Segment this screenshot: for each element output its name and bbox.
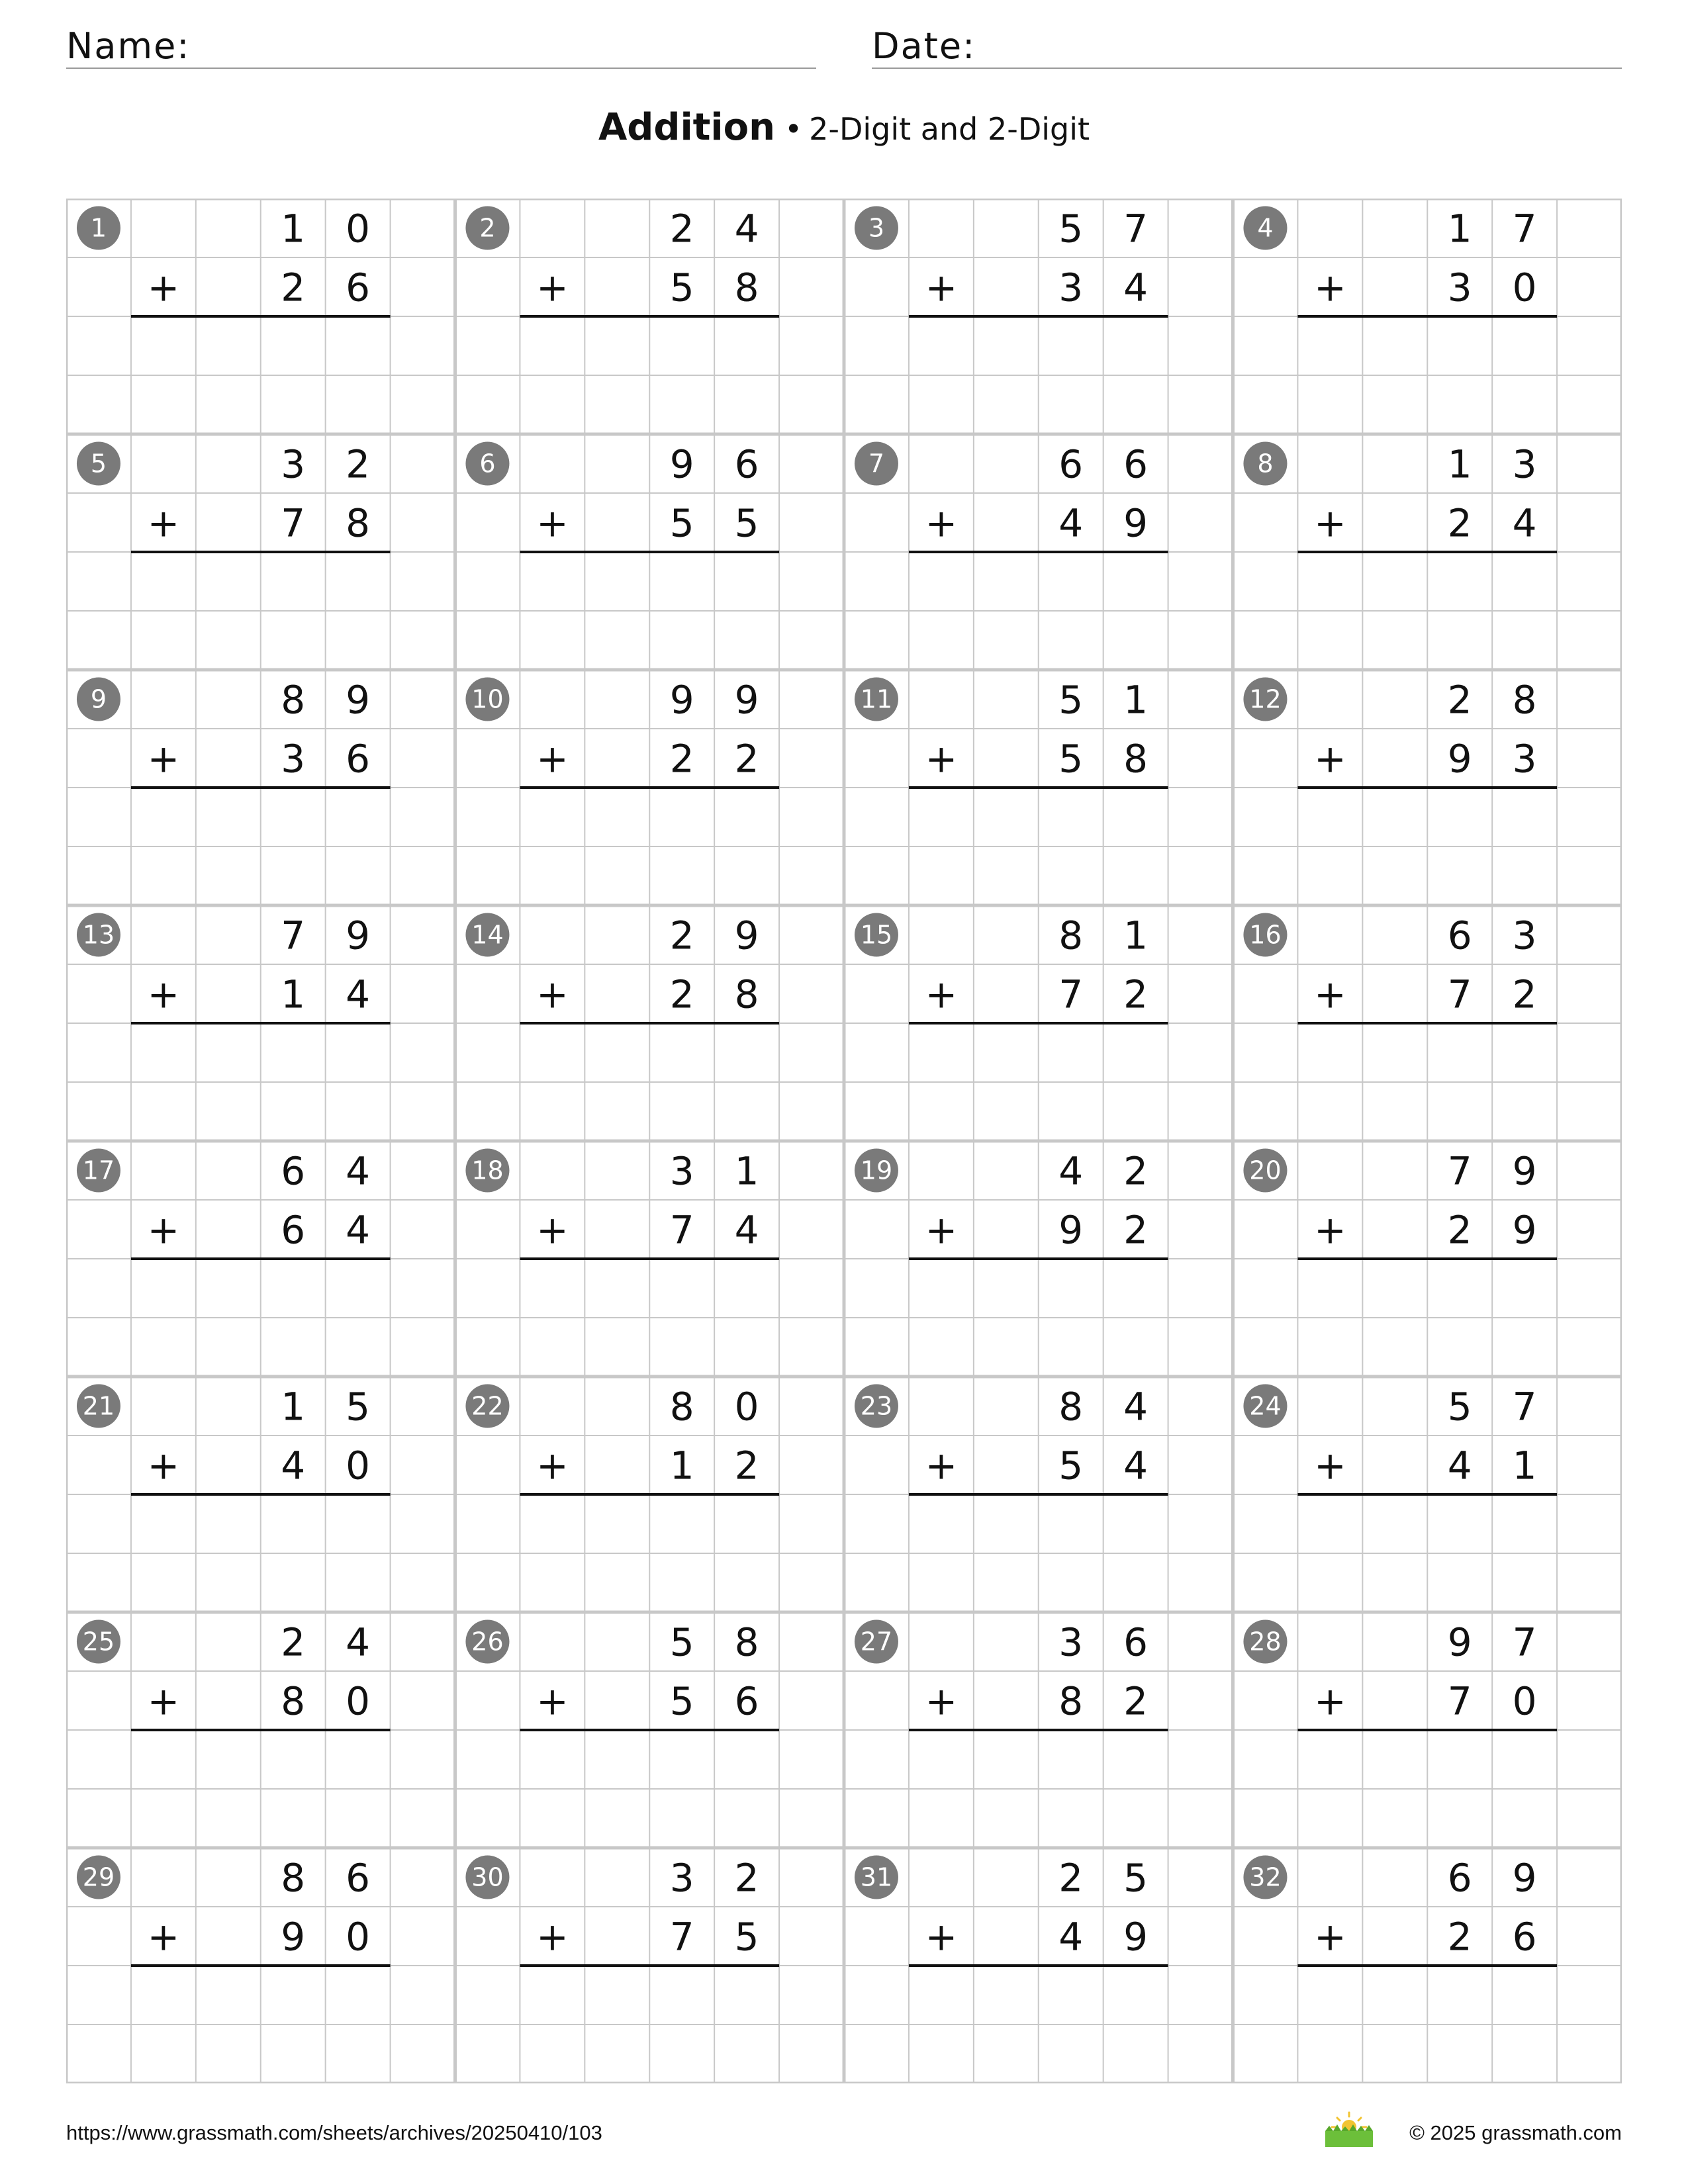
plus-sign: + [536, 1678, 569, 1724]
problem-number: 9 [90, 684, 107, 714]
addend-top-digit: 3 [1058, 1619, 1084, 1665]
addend-bottom-digit: 2 [669, 736, 694, 782]
addend-bottom-digit: 2 [1123, 1207, 1149, 1253]
name-label: Name: [66, 25, 191, 67]
problem-number: 11 [860, 684, 893, 714]
plus-sign: + [536, 1914, 569, 1960]
addend-top-digit: 3 [669, 1855, 694, 1901]
addend-top-digit: 5 [1123, 1855, 1149, 1901]
addend-top-digit: 6 [1123, 1619, 1149, 1665]
addend-top-digit: 6 [281, 1148, 306, 1194]
addend-bottom-digit: 0 [346, 1914, 371, 1960]
plus-sign: + [147, 972, 180, 1017]
problem-number: 6 [479, 449, 496, 478]
addend-top-digit: 3 [669, 1148, 694, 1194]
addend-bottom-digit: 6 [1512, 1914, 1537, 1960]
addend-bottom-digit: 5 [669, 265, 694, 310]
addend-top-digit: 1 [734, 1148, 759, 1194]
addend-top-digit: 4 [1123, 1384, 1149, 1430]
addend-bottom-digit: 5 [669, 500, 694, 546]
plus-sign: + [925, 500, 958, 546]
problem-grid-svg [66, 199, 1622, 2083]
addend-top-digit: 3 [1512, 913, 1537, 958]
addend-bottom-digit: 9 [1447, 736, 1472, 782]
plus-sign: + [147, 500, 180, 546]
addend-bottom-digit: 2 [1123, 1678, 1149, 1724]
addend-bottom-digit: 4 [346, 972, 371, 1017]
problem-number: 21 [82, 1391, 115, 1421]
addend-top-digit: 2 [1447, 677, 1472, 723]
footer-url: https://www.grassmath.com/sheets/archives/20250410/103 [66, 2121, 602, 2144]
addend-top-digit: 8 [1058, 913, 1084, 958]
problem-number: 28 [1249, 1627, 1282, 1657]
addend-bottom-digit: 8 [1123, 736, 1149, 782]
title-bullet: • [784, 111, 803, 147]
problem-number: 10 [471, 684, 504, 714]
addend-top-digit: 2 [281, 1619, 306, 1665]
addend-bottom-digit: 8 [1058, 1678, 1084, 1724]
worksheet-title [0, 106, 1688, 149]
addend-top-digit: 9 [346, 677, 371, 723]
problem-number: 5 [90, 449, 107, 478]
addend-top-digit: 1 [1123, 913, 1149, 958]
addend-bottom-digit: 4 [281, 1443, 306, 1488]
name-field[interactable] [66, 20, 816, 69]
addend-bottom-digit: 0 [1512, 265, 1537, 310]
addend-bottom-digit: 2 [669, 972, 694, 1017]
addend-bottom-digit: 8 [346, 500, 371, 546]
addend-top-digit: 1 [1123, 677, 1149, 723]
addend-top-digit: 2 [734, 1855, 759, 1901]
date-field[interactable] [872, 20, 1622, 69]
problem-number: 24 [1249, 1391, 1282, 1421]
plus-sign: + [536, 972, 569, 1017]
problem-number: 13 [82, 920, 115, 950]
addend-bottom-digit: 1 [1512, 1443, 1537, 1488]
addend-bottom-digit: 7 [1447, 972, 1472, 1017]
plus-sign: + [536, 265, 569, 310]
addend-top-digit: 2 [1058, 1855, 1084, 1901]
plus-sign: + [147, 1914, 180, 1960]
problem-number: 20 [1249, 1156, 1282, 1185]
problem-number: 22 [471, 1391, 504, 1421]
addend-bottom-digit: 0 [1512, 1678, 1537, 1724]
plus-sign: + [1314, 972, 1346, 1017]
addend-top-digit: 7 [1447, 1148, 1472, 1194]
plus-sign: + [1314, 1678, 1346, 1724]
plus-sign: + [1314, 736, 1346, 782]
addend-bottom-digit: 5 [1058, 736, 1084, 782]
addend-top-digit: 7 [1512, 1384, 1537, 1430]
addend-top-digit: 7 [1512, 206, 1537, 251]
problem-number: 26 [471, 1627, 504, 1657]
addend-bottom-digit: 9 [1123, 1914, 1149, 1960]
addend-top-digit: 1 [281, 206, 306, 251]
addend-bottom-digit: 2 [1447, 500, 1472, 546]
addend-bottom-digit: 3 [1512, 736, 1537, 782]
addend-bottom-digit: 9 [1512, 1207, 1537, 1253]
addend-bottom-digit: 5 [734, 1914, 759, 1960]
problem-number: 7 [868, 449, 885, 478]
problem-number: 32 [1249, 1862, 1282, 1892]
addend-bottom-digit: 0 [346, 1443, 371, 1488]
addend-bottom-digit: 3 [281, 736, 306, 782]
plus-sign: + [1314, 500, 1346, 546]
addend-bottom-digit: 6 [734, 1678, 759, 1724]
problem-number: 29 [82, 1862, 115, 1892]
addend-bottom-digit: 4 [1123, 1443, 1149, 1488]
addend-top-digit: 0 [346, 206, 371, 251]
problem-number: 30 [471, 1862, 504, 1892]
addend-bottom-digit: 2 [734, 736, 759, 782]
addend-bottom-digit: 7 [669, 1207, 694, 1253]
problem-number: 8 [1257, 449, 1274, 478]
plus-sign: + [536, 1443, 569, 1488]
problem-grid [66, 199, 1622, 2083]
addend-top-digit: 8 [1058, 1384, 1084, 1430]
addend-top-digit: 2 [346, 441, 371, 487]
addend-bottom-digit: 4 [1058, 500, 1084, 546]
addend-top-digit: 4 [346, 1619, 371, 1665]
plus-sign: + [925, 1207, 958, 1253]
addend-top-digit: 8 [281, 1855, 306, 1901]
problem-number: 14 [471, 920, 504, 950]
addend-top-digit: 1 [1447, 206, 1472, 251]
plus-sign: + [925, 736, 958, 782]
grass-sun-logo-icon [1324, 2110, 1374, 2148]
addend-bottom-digit: 4 [734, 1207, 759, 1253]
problem-number: 23 [860, 1391, 893, 1421]
addend-bottom-digit: 2 [281, 265, 306, 310]
addend-bottom-digit: 5 [1058, 1443, 1084, 1488]
addend-top-digit: 9 [1447, 1619, 1472, 1665]
addend-top-digit: 6 [346, 1855, 371, 1901]
addend-top-digit: 3 [1512, 441, 1537, 487]
addend-bottom-digit: 6 [346, 736, 371, 782]
problem-number: 25 [82, 1627, 115, 1657]
addend-top-digit: 7 [1123, 206, 1149, 251]
addend-bottom-digit: 8 [734, 265, 759, 310]
problem-number: 15 [860, 920, 893, 950]
problem-number: 18 [471, 1156, 504, 1185]
addend-top-digit: 6 [1058, 441, 1084, 487]
addend-bottom-digit: 3 [1058, 265, 1084, 310]
addend-top-digit: 2 [669, 913, 694, 958]
addend-top-digit: 1 [1447, 441, 1472, 487]
addend-top-digit: 7 [281, 913, 306, 958]
problem-number: 19 [860, 1156, 893, 1185]
addend-bottom-digit: 4 [1123, 265, 1149, 310]
plus-sign: + [1314, 1443, 1346, 1488]
addend-bottom-digit: 0 [346, 1678, 371, 1724]
addend-bottom-digit: 4 [1058, 1914, 1084, 1960]
plus-sign: + [147, 1678, 180, 1724]
addend-top-digit: 8 [1512, 677, 1537, 723]
addend-top-digit: 4 [1058, 1148, 1084, 1194]
addend-bottom-digit: 7 [1447, 1678, 1472, 1724]
addend-top-digit: 5 [669, 1619, 694, 1665]
plus-sign: + [147, 1443, 180, 1488]
addend-bottom-digit: 7 [1058, 972, 1084, 1017]
addend-top-digit: 9 [669, 441, 694, 487]
plus-sign: + [925, 1678, 958, 1724]
addend-top-digit: 7 [1512, 1619, 1537, 1665]
addend-bottom-digit: 7 [281, 500, 306, 546]
addend-bottom-digit: 9 [1123, 500, 1149, 546]
plus-sign: + [1314, 1914, 1346, 1960]
addend-top-digit: 5 [346, 1384, 371, 1430]
addend-top-digit: 2 [1123, 1148, 1149, 1194]
plus-sign: + [1314, 1207, 1346, 1253]
problem-number: 31 [860, 1862, 893, 1892]
addend-top-digit: 8 [281, 677, 306, 723]
plus-sign: + [925, 1443, 958, 1488]
addend-bottom-digit: 4 [1512, 500, 1537, 546]
addend-top-digit: 6 [734, 441, 759, 487]
problem-number: 3 [868, 213, 885, 243]
addend-top-digit: 9 [734, 677, 759, 723]
addend-bottom-digit: 7 [669, 1914, 694, 1960]
addend-bottom-digit: 6 [281, 1207, 306, 1253]
addend-bottom-digit: 1 [669, 1443, 694, 1488]
addend-bottom-digit: 3 [1447, 265, 1472, 310]
addend-top-digit: 9 [669, 677, 694, 723]
plus-sign: + [147, 265, 180, 310]
plus-sign: + [925, 1914, 958, 1960]
addend-bottom-digit: 8 [281, 1678, 306, 1724]
problem-number: 17 [82, 1156, 115, 1185]
addend-bottom-digit: 5 [734, 500, 759, 546]
addend-top-digit: 9 [734, 913, 759, 958]
problem-number: 12 [1249, 684, 1282, 714]
title-subtitle: 2-Digit and 2-Digit [809, 111, 1090, 147]
plus-sign: + [1314, 265, 1346, 310]
addend-bottom-digit: 2 [1512, 972, 1537, 1017]
addend-top-digit: 9 [1512, 1855, 1537, 1901]
addend-top-digit: 4 [734, 206, 759, 251]
addend-bottom-digit: 2 [1447, 1914, 1472, 1960]
plus-sign: + [925, 265, 958, 310]
problem-number: 1 [90, 213, 107, 243]
title-main: Addition [598, 106, 775, 149]
plus-sign: + [536, 500, 569, 546]
addend-top-digit: 2 [669, 206, 694, 251]
addend-top-digit: 0 [734, 1384, 759, 1430]
addend-bottom-digit: 6 [346, 265, 371, 310]
addend-bottom-digit: 2 [1447, 1207, 1472, 1253]
addend-bottom-digit: 8 [734, 972, 759, 1017]
plus-sign: + [536, 1207, 569, 1253]
footer-copyright: © 2025 grassmath.com [1409, 2121, 1622, 2144]
plus-sign: + [925, 972, 958, 1017]
problem-number: 27 [860, 1627, 893, 1657]
addend-top-digit: 9 [346, 913, 371, 958]
addend-top-digit: 8 [734, 1619, 759, 1665]
addend-top-digit: 4 [346, 1148, 371, 1194]
plus-sign: + [147, 1207, 180, 1253]
problem-number: 16 [1249, 920, 1282, 950]
problem-number: 2 [479, 213, 496, 243]
addend-bottom-digit: 2 [1123, 972, 1149, 1017]
addend-bottom-digit: 4 [346, 1207, 371, 1253]
addend-top-digit: 3 [281, 441, 306, 487]
addend-bottom-digit: 4 [1447, 1443, 1472, 1488]
addend-bottom-digit: 2 [734, 1443, 759, 1488]
addend-top-digit: 1 [281, 1384, 306, 1430]
addend-top-digit: 5 [1447, 1384, 1472, 1430]
addend-top-digit: 5 [1058, 677, 1084, 723]
addend-bottom-digit: 5 [669, 1678, 694, 1724]
addend-top-digit: 5 [1058, 206, 1084, 251]
plus-sign: + [147, 736, 180, 782]
addend-top-digit: 6 [1447, 913, 1472, 958]
addend-bottom-digit: 1 [281, 972, 306, 1017]
addend-bottom-digit: 9 [1058, 1207, 1084, 1253]
date-label: Date: [872, 25, 976, 67]
problem-number: 4 [1257, 213, 1274, 243]
addend-top-digit: 9 [1512, 1148, 1537, 1194]
plus-sign: + [536, 736, 569, 782]
addend-top-digit: 6 [1447, 1855, 1472, 1901]
addend-bottom-digit: 9 [281, 1914, 306, 1960]
addend-top-digit: 6 [1123, 441, 1149, 487]
addend-top-digit: 8 [669, 1384, 694, 1430]
